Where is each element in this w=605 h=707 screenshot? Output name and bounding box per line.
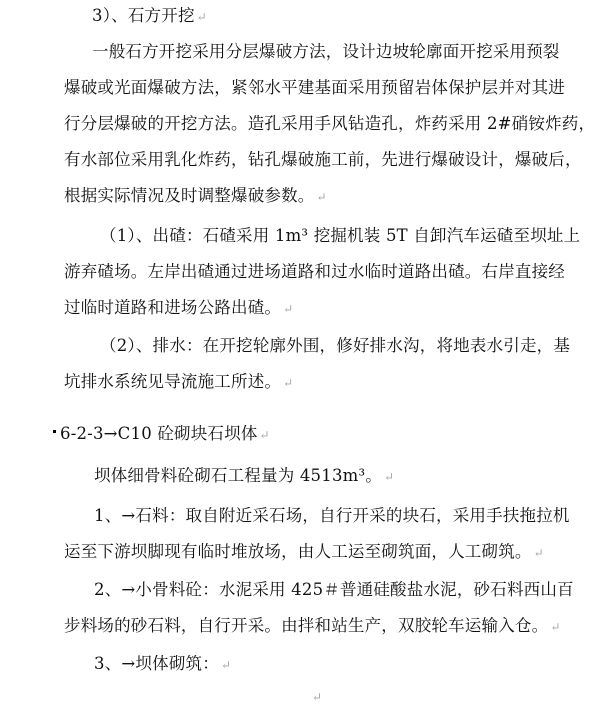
paragraph-mark: ↵ xyxy=(550,620,561,634)
para3-line1: （2）、排水：在开挖轮廓外围，修好排水沟，将地表水引走，基 xyxy=(100,336,571,355)
para1-line3: 行分层爆破的开挖方法。造孔采用手风钻造孔，炸药采用 2#硝铵炸药， xyxy=(64,114,596,133)
paragraph-mark: ↵ xyxy=(259,428,270,442)
para2-line1: （1）、出碴：石碴采用 1m³ 挖掘机装 5T 自卸汽车运碴至坝址上 xyxy=(100,226,581,245)
paragraph-mark: ↵ xyxy=(196,10,207,24)
item2-line2: 步料场的砂石料，自行开采。由拌和站生产，双胶轮车运输入仓。 ↵ xyxy=(64,616,561,635)
trailing-paragraph-mark: ↵ xyxy=(312,690,323,704)
para4-quantity: 坝体细骨料砼砌石工程量为 4513m³。 ↵ xyxy=(94,466,395,485)
para2-line2: 游弃碴场。左岸出碴通过进场道路和过水临时道路出碴。右岸直接经 xyxy=(64,262,565,281)
para1-line1: 一般石方开挖采用分层爆破方法，设计边坡轮廓面开挖采用预裂 xyxy=(92,42,560,61)
paragraph-mark: ↵ xyxy=(316,190,327,204)
paragraph-mark: ↵ xyxy=(533,546,544,560)
paragraph-mark: ↵ xyxy=(283,376,294,390)
item1-line1: 1、→石料：取自附近采石场，自行开采的块石，采用手扶拖拉机 xyxy=(94,506,570,525)
item2-line1: 2、→小骨料砼：水泥采用 425＃普通硅酸盐水泥，砂石料西山百 xyxy=(94,580,574,599)
paragraph-mark: ↵ xyxy=(384,470,395,484)
section-heading-6-2-3: 6-2-3→C10 砼砌块石坝体 ↵ xyxy=(60,424,270,443)
para1-line2: 爆破或光面爆破方法，紧邻水平建基面采用预留岩体保护层并对其进 xyxy=(64,78,565,97)
heading-stone-excavation: 3）、石方开挖 ↵ xyxy=(92,6,207,25)
item3-line: 3、→坝体砌筑： ↵ xyxy=(94,654,232,673)
para1-line5: 根据实际情况及时调整爆破参数。 ↵ xyxy=(64,186,327,205)
list-bullet-marker xyxy=(53,430,56,433)
para3-line2: 坑排水系统见导流施工所述。 ↵ xyxy=(64,372,294,391)
para2-line3: 过临时道路和进场公路出碴。 ↵ xyxy=(64,298,294,317)
item1-line2: 运至下游坝脚现有临时堆放场，由人工运至砌筑面，人工砌筑。 ↵ xyxy=(64,542,544,561)
paragraph-mark: ↵ xyxy=(220,658,232,672)
paragraph-mark: ↵ xyxy=(283,302,294,316)
para1-line4: 有水部位采用乳化炸药，钻孔爆破施工前，先进行爆破设计，爆破后， xyxy=(64,150,582,169)
